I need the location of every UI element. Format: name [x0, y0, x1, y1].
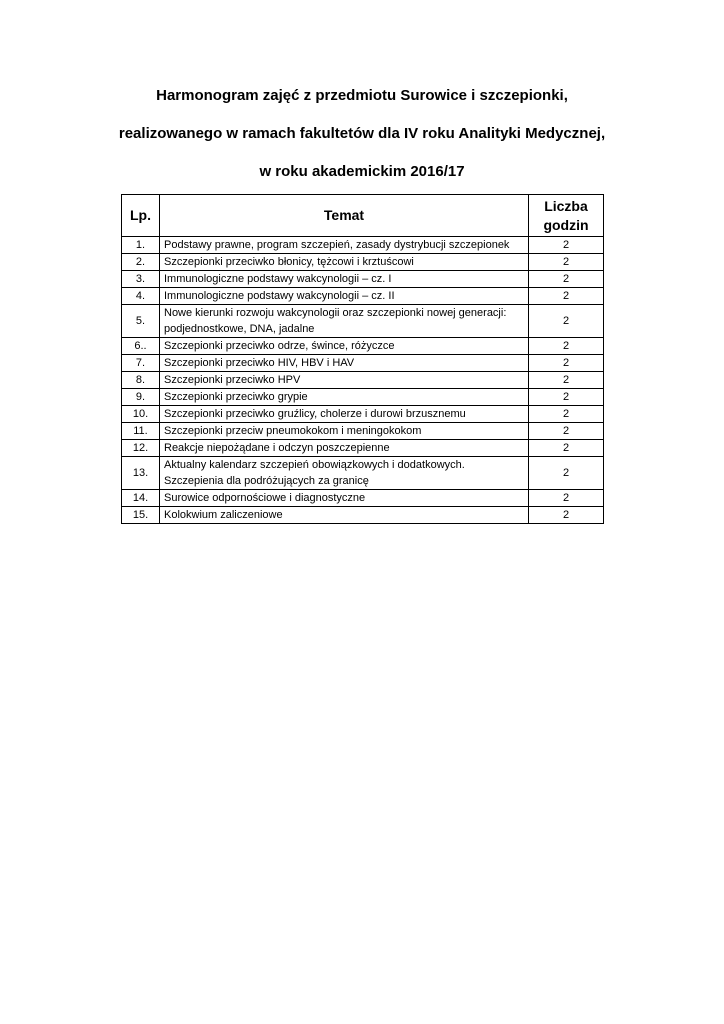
row-hours: 2	[529, 389, 604, 406]
row-topic: Aktualny kalendarz szczepień obowiązkowych i dodatkowych. Szczepienia dla podróżujących za granicę	[160, 457, 529, 490]
title-line-3: w roku akademickim 2016/17	[259, 163, 465, 180]
row-topic: Szczepionki przeciwko błonicy, tężcowi i krztuścowi	[160, 254, 529, 271]
table-row	[122, 355, 604, 372]
row-lp: 10.	[122, 406, 160, 423]
table-row	[122, 490, 604, 507]
document-title	[0, 84, 724, 198]
row-lp: 8.	[122, 372, 160, 389]
table-row	[122, 372, 604, 389]
row-hours: 2	[529, 457, 604, 490]
table-row	[122, 254, 604, 271]
row-topic: Reakcje niepożądane i odczyn poszczepienne	[160, 440, 529, 457]
row-hours: 2	[529, 440, 604, 457]
table-row	[122, 457, 604, 490]
row-topic: Szczepionki przeciwko odrze, śwince, różyczce	[160, 338, 529, 355]
row-hours: 2	[529, 288, 604, 305]
row-hours: 2	[529, 338, 604, 355]
row-lp: 13.	[122, 457, 160, 490]
row-lp: 5.	[122, 305, 160, 338]
table-row	[122, 406, 604, 423]
row-topic: Szczepionki przeciwko HIV, HBV i HAV	[160, 355, 529, 372]
row-hours: 2	[529, 305, 604, 338]
row-topic: Immunologiczne podstawy wakcynologii – cz. II	[160, 288, 529, 305]
header-temat: Temat	[160, 195, 529, 237]
header-hours-line1: Liczba	[544, 197, 588, 214]
row-hours: 2	[529, 254, 604, 271]
row-lp: 1.	[122, 237, 160, 254]
header-hours	[529, 195, 604, 237]
schedule-table	[121, 194, 604, 524]
row-topic: Szczepionki przeciwko gruźlicy, cholerze i durowi brzusznemu	[160, 406, 529, 423]
row-lp: 2.	[122, 254, 160, 271]
title-line-1: Harmonogram zajęć z przedmiotu Surowice i szczepionki,	[156, 87, 568, 104]
row-topic: Nowe kierunki rozwoju wakcynologii oraz szczepionki nowej generacji: podjednostkowe, DNA, jadalne	[160, 305, 529, 338]
row-topic: Szczepionki przeciw pneumokokom i meningokokom	[160, 423, 529, 440]
row-topic: Szczepionki przeciwko grypie	[160, 389, 529, 406]
row-lp: 11.	[122, 423, 160, 440]
row-hours: 2	[529, 271, 604, 288]
row-topic: Kolokwium zaliczeniowe	[160, 507, 529, 524]
row-topic: Surowice odpornościowe i diagnostyczne	[160, 490, 529, 507]
row-hours: 2	[529, 423, 604, 440]
row-lp: 3.	[122, 271, 160, 288]
table-row	[122, 389, 604, 406]
row-lp: 15.	[122, 507, 160, 524]
table-row	[122, 440, 604, 457]
row-topic: Szczepionki przeciwko HPV	[160, 372, 529, 389]
row-hours: 2	[529, 490, 604, 507]
header-lp: Lp.	[122, 195, 160, 237]
table-row	[122, 237, 604, 254]
row-lp: 7.	[122, 355, 160, 372]
table-header-row	[122, 195, 604, 237]
table-row	[122, 338, 604, 355]
row-lp: 12.	[122, 440, 160, 457]
row-hours: 2	[529, 237, 604, 254]
table-row	[122, 288, 604, 305]
row-hours: 2	[529, 355, 604, 372]
row-lp: 9.	[122, 389, 160, 406]
header-hours-line2: godzin	[543, 216, 589, 233]
row-lp: 6..	[122, 338, 160, 355]
row-topic: Immunologiczne podstawy wakcynologii – cz. I	[160, 271, 529, 288]
title-line-2: realizowanego w ramach fakultetów dla IV roku Analityki Medycznej,	[118, 125, 606, 142]
table-row	[122, 423, 604, 440]
row-lp: 4.	[122, 288, 160, 305]
table-row	[122, 507, 604, 524]
table-row	[122, 305, 604, 338]
row-hours: 2	[529, 372, 604, 389]
table-row	[122, 271, 604, 288]
row-lp: 14.	[122, 490, 160, 507]
row-hours: 2	[529, 406, 604, 423]
row-topic: Podstawy prawne, program szczepień, zasady dystrybucji szczepionek	[160, 237, 529, 254]
row-hours: 2	[529, 507, 604, 524]
